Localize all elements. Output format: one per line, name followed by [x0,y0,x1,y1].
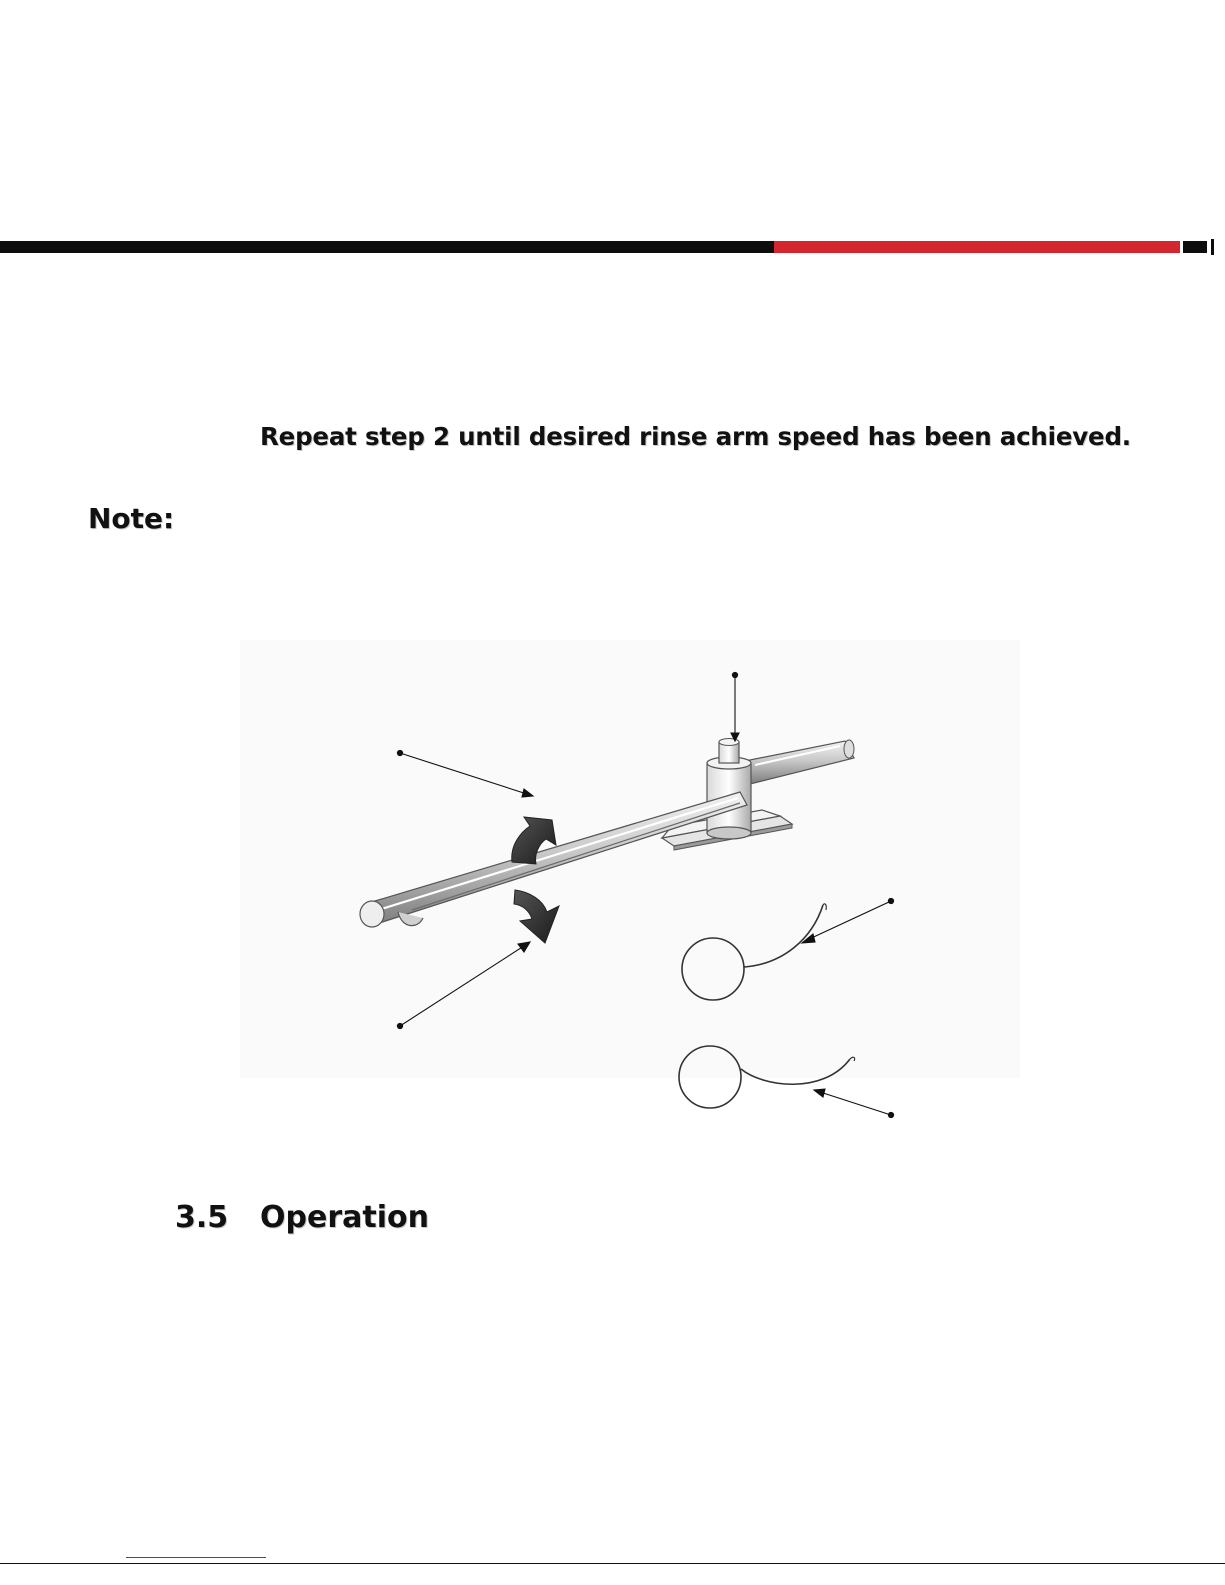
header-bar-red [774,241,1180,253]
rinse-arm-diagram [240,640,1020,1130]
header-bar-tick [1211,239,1214,255]
footer-link-underline[interactable] [126,1557,266,1558]
section-title: Operation [260,1200,429,1235]
section-number: 3.5 [175,1200,229,1235]
figure-background [240,640,1020,1078]
note-label: Note: [88,502,175,535]
header-bar-end [1183,241,1207,253]
step-instruction: Repeat step 2 until desired rinse arm speed has been achieved. [260,422,1131,451]
footer-rule [0,1563,1225,1564]
header-bar-black [0,241,774,253]
